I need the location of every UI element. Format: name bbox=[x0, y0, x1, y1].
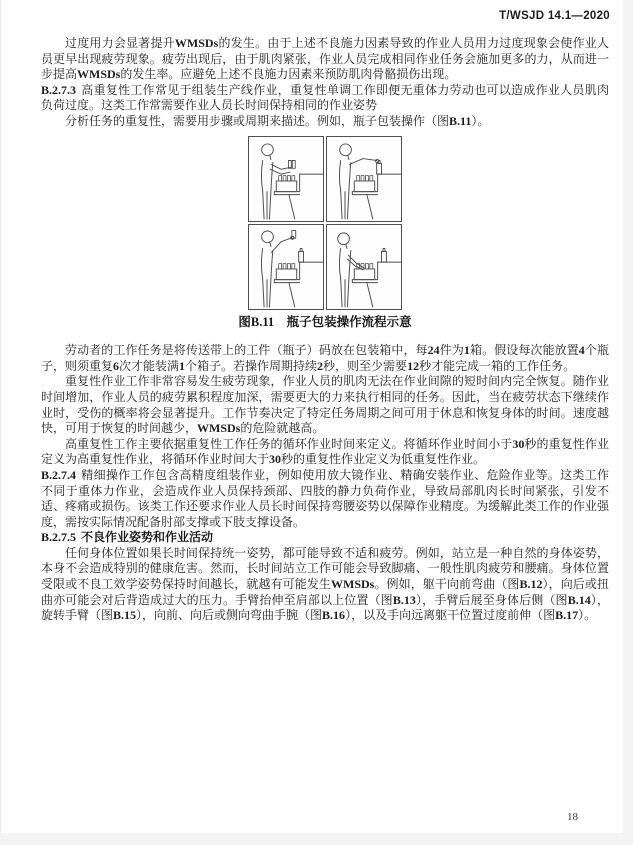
clause-b274 bbox=[41, 468, 609, 530]
clause-b273 bbox=[41, 83, 609, 114]
figure-panel-grasp-bottles bbox=[248, 136, 324, 222]
clause-b273-number: B.2.7.3 bbox=[41, 82, 77, 97]
page-content bbox=[41, 36, 609, 624]
figure-panel-reach-into-box bbox=[326, 224, 402, 310]
clause-b274-text: 精细操作工作包含高精度组装作业，例如使用放大镜作业、精确安装作业、危险作业等。这类工作不同于重体力作业，会造成作业人员保持颈部、四肢的静力负荷作业，导致局部肌肉长时间紧张，引发不适、疼痛或损伤。该类工作还要求作业人员长时间保持弯腰姿势以保障作业精度。为缓解此类工作的作业强度，需按实际情况配备肘部支撑或下肢支撑设备。 bbox=[41, 467, 609, 529]
heading-b275-text: 不良作业姿势和作业活动 bbox=[81, 530, 214, 545]
document-code: T/WSJD 14.1—2020 bbox=[499, 10, 610, 22]
paragraph-bottle-task: 劳动者的工作任务是将传送带上的工件（瓶子）码放在包装箱中，每24件为1箱。假设每次能放置4个瓶子，则须重复6次才能装满1个箱子。若操作周期持续2秒，则至少需要12秒才能完成一箱的工作任务。 bbox=[41, 343, 609, 373]
paragraph-repetition-definition: 高重复性工作主要依据重复性工作任务的循环作业时间来定义。将循环作业时间小于30秒的重复性作业定义为高重复性作业，将循环作业时间大于30秒的重复性作业定义为低重复性作业。 bbox=[41, 436, 609, 467]
clause-b274-number: B.2.7.4 bbox=[41, 467, 77, 482]
paragraph-repetitiveness: 分析任务的重复性，需要用步骤或周期来描述。例如，瓶子包装操作（图B.11）。 bbox=[65, 113, 490, 128]
figure-panel-place-bottle bbox=[248, 224, 324, 310]
page-number: 18 bbox=[567, 811, 578, 823]
heading-b275 bbox=[41, 530, 609, 546]
figure-b11-panels bbox=[248, 136, 402, 310]
figure-b11 bbox=[41, 136, 609, 344]
paragraph-posture: 任何身体位置如果长时间保持统一姿势，都可能导致不适和疲劳。例如，站立是一种自然的身体姿势，本身不会造成特别的健康危害。然而，长时间站立工作可能会导致脚痛、一般性肌肉疲劳和腰痛。身体位置受限或不良工效学姿势保持时间越长，就越有可能发生WMSDs。例如，躯干向前弯曲（图B.12），向后或扭曲亦可能会对后背造成过大的压力。手臂抬伸至肩部以上位置（图B.13），手臂后展至身体后侧（图B.14），旋转手臂（图B.15），向前、向后或侧向弯曲手腕（图B.16），以及手向远离躯干位置过度前伸（图B.17）。 bbox=[41, 545, 609, 623]
paragraph-fatigue-accumulation: 重复性作业工作非常容易发生疲劳现象，作业人员的肌肉无法在作业间隙的短时间内完全恢复。随作业时间增加，作业人员的疲劳累积程度加深，需要更大的力来执行相同的任务。因此，当在疲劳状态下继续作业时，受伤的概率将会显著提升。工作节奏决定了特定任务周期之间可用于休息和恢复身体的时间。速度越快，可用于恢复的时间越少，WMSDs的危险就越高。 bbox=[41, 374, 609, 436]
clause-b273-text: 高重复性工作常见于组装生产线作业，重复性单调工作即便无重体力劳动也可以造成作业人员肌肉负荷过度。这类工作常需要作业人员长时间保持相同的作业姿势 bbox=[41, 82, 609, 113]
figure-panel-lift-bottle bbox=[326, 136, 402, 222]
figure-b11-caption: 图B.11 瓶子包装操作流程示意 bbox=[238, 314, 412, 329]
paragraph-overexertion: 过度用力会显著提升WMSDs的发生。由于上述不良施力因素导致的作业人员用力过度现象会使作业人员更早出现疲劳现象。疲劳出现后，由于肌肉紧张，作业人员完成相同作业任务会施加更多的力，从而进一步提高WMSDs的发生率。应避免上述不良施力因素来预防肌肉骨骼损伤出现。 bbox=[41, 36, 609, 82]
heading-b275-number: B.2.7.5 bbox=[41, 530, 77, 545]
